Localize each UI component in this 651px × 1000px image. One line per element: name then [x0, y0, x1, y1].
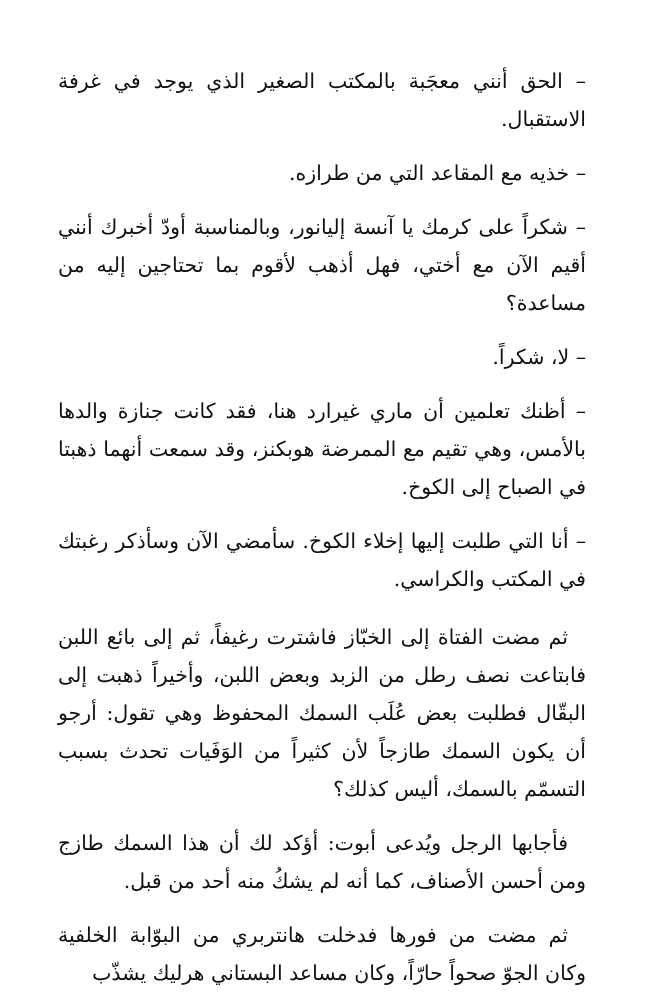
narrative-paragraph: ثم مضت من فورها فدخلت هانتربري من البوّابة الخلفية وكان الجوّ صحواً حارّاً، وكان مساعد البستاني هرليك يشذّب — [58, 923, 586, 985]
dialogue-paragraph: – شكراً على كرمك يا آنسة إليانور، وبالمناسبة أودّ أخبرك أنني أقيم الآن مع أختي، فهل أذهب لأقوم بما تحتاجين إليه من مساعدة؟ — [58, 215, 587, 315]
narrative-paragraph: فأجابها الرجل ويُدعى أبوت: أؤكد لك أن هذا السمك طازج ومن أحسن الأصناف، كما أنه لم يشكُ منه أحد من قبل. — [58, 831, 586, 893]
dialogue-paragraph: – خذيه مع المقاعد التي من طرازه. — [288, 161, 586, 185]
dialogue-paragraph: – أنا التي طلبت إليها إخلاء الكوخ. سأمضي الآن وسأذكر رغبتك في المكتب والكراسي. — [58, 529, 586, 591]
book-page — [58, 62, 586, 992]
dialogue-paragraph: – أظنك تعلمين أن ماري غيرارد هنا، فقد كانت جنازة والدها بالأمس، وهي تقيم مع الممرضة هوبكنز، وقد سمعت أنهما ذهبتا في الصباح إلى الكوخ. — [58, 399, 586, 499]
narrative-paragraph: ثم مضت الفتاة إلى الخبّاز فاشترت رغيفاً، ثم إلى بائع اللبن فابتاعت نصف رطل من الزبد وبعض اللبن، وأخيراً ذهبت إلى البقّال فطلبت بعض عُلَب السمك المحفوظ وهي تقول: أرجو أن يكون السمك طازجاً لأن كثيراً من الوَفَيات تحدث بسبب التسمّم بالسمك، أليس كذلك؟ — [58, 625, 586, 801]
dialogue-paragraph: – لا، شكراً. — [492, 345, 586, 369]
dialogue-paragraph: – الحق أنني معجَبة بالمكتب الصغير الذي يوجد في غرفة الاستقبال. — [58, 69, 586, 131]
